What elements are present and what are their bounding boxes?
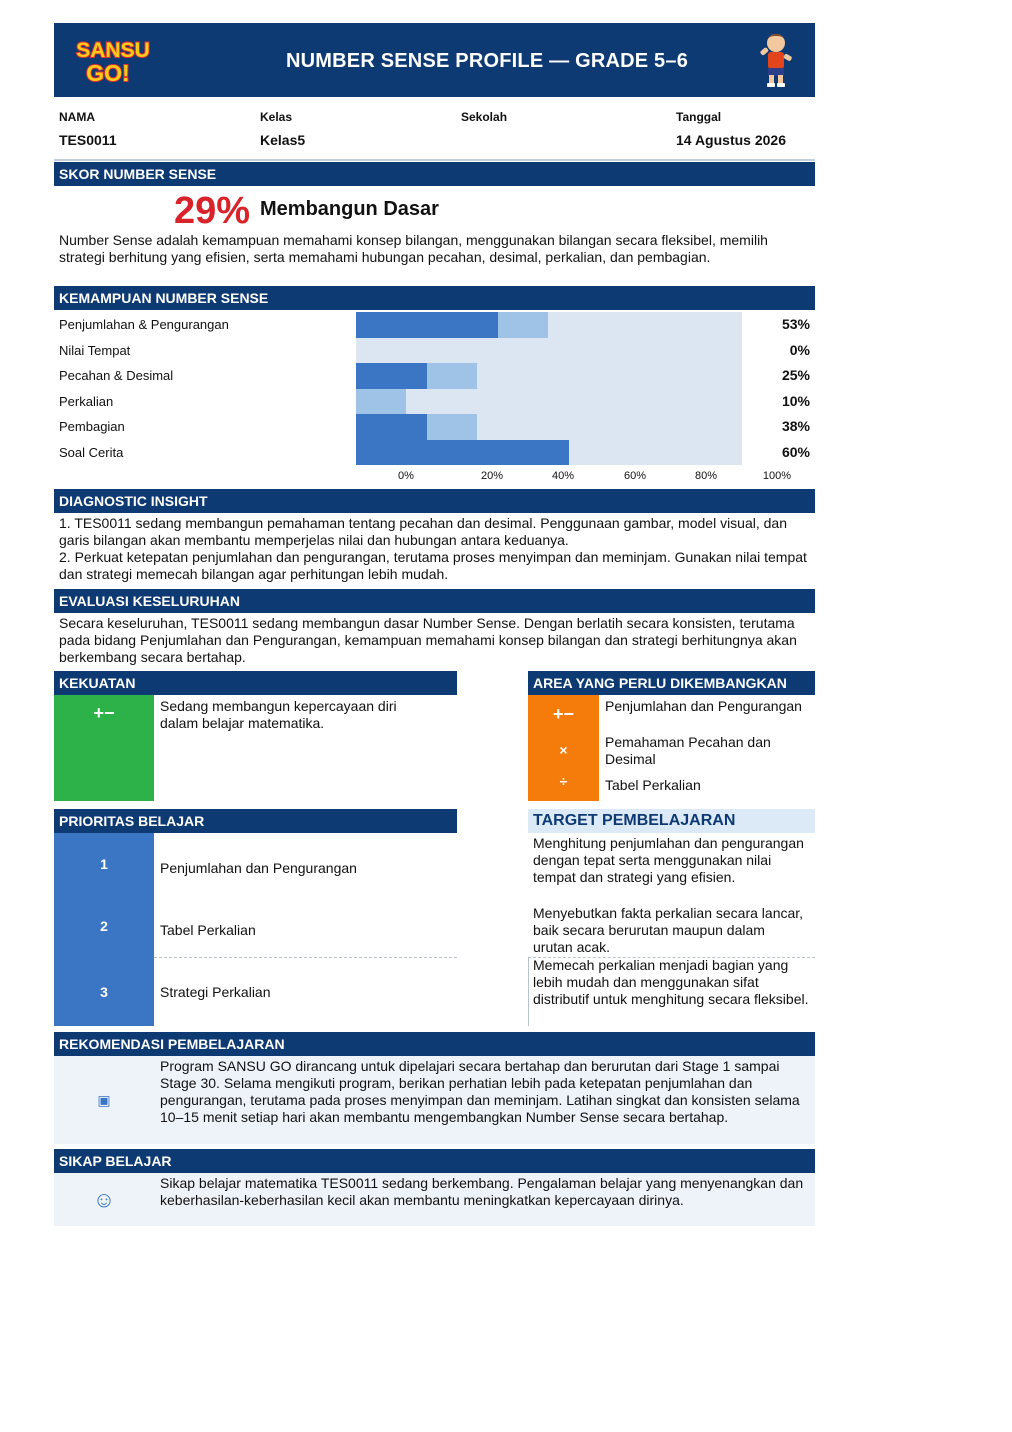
mascot-icon xyxy=(754,29,798,89)
priority-panel xyxy=(54,809,457,1026)
axis-tick-label: 20% xyxy=(480,470,504,482)
report-header xyxy=(54,23,815,97)
attitude-text: Sikap belajar matematika TES0011 sedang berkembang. Pengalaman belajar yang menyenangkan dan keberhasilan-keberhasilan kecil akan membantu meningkatkan kepercayaan dirinya. xyxy=(160,1175,804,1208)
skill-percent: 0% xyxy=(789,341,810,358)
target-item: Memecah perkalian menjadi bagian yang lebih mudah dan menggunakan sifat distributif untuk menghitung secara fleksibel. xyxy=(533,957,809,1007)
improve-item: Tabel Perkalian xyxy=(605,777,701,793)
skills-axis xyxy=(54,465,815,489)
improve-panel xyxy=(528,671,815,793)
skill-bar-track xyxy=(356,338,742,364)
diagnostic-heading: DIAGNOSTIC INSIGHT xyxy=(54,489,815,513)
skill-percent: 60% xyxy=(781,443,810,460)
priority-divider xyxy=(154,957,457,958)
skill-bar-partial xyxy=(427,363,477,389)
skill-percent: 53% xyxy=(781,316,810,332)
strengths-panel xyxy=(54,671,457,731)
priority-number: 3 xyxy=(54,957,154,1026)
page-title: NUMBER SENSE PROFILE — GRADE 5–6 xyxy=(286,50,689,72)
skill-bar xyxy=(356,312,498,338)
skill-bar xyxy=(356,363,427,389)
skill-row xyxy=(54,414,815,440)
target-side-line xyxy=(528,957,529,1026)
skill-name: Perkalian xyxy=(59,393,114,409)
recommendation-text: Program SANSU GO dirancang untuk dipelajari secara bertahap dan berurutan dari Stage 1 sampai Stage 30. Selama mengikuti program, berikan perhatian lebih pada ketepatan penjumlahan dan pengurangan, terutama pada proses menyimpan dan meminjam. Latihan singkat dan konsisten selama 10–15 menit setiap hari akan membantu mengembangkan Number Sense secara bertahap. xyxy=(160,1058,800,1125)
report-page xyxy=(54,23,815,1226)
skill-bar-partial xyxy=(356,389,406,415)
skill-name: Nilai Tempat xyxy=(59,342,131,358)
smiley-icon: ☺ xyxy=(92,1186,116,1212)
priority-item: Tabel Perkalian xyxy=(160,922,256,938)
date-label: Tanggal xyxy=(676,110,722,124)
multiply-icon: × xyxy=(559,742,568,758)
priority-item: Strategi Perkalian xyxy=(160,984,271,1000)
skill-row xyxy=(54,440,815,466)
score-heading: SKOR NUMBER SENSE xyxy=(54,162,815,186)
skill-name: Penjumlahan & Pengurangan xyxy=(59,317,229,332)
target-item: Menghitung penjumlahan dan pengurangan dengan tepat serta menggunakan nilai tempat dan strategi yang efisien. xyxy=(533,835,804,885)
attitude-heading: SIKAP BELAJAR xyxy=(54,1149,815,1173)
priority-target-section xyxy=(54,809,815,1026)
plus-minus-icon: +− xyxy=(552,703,575,724)
recommendation-row xyxy=(54,1056,815,1144)
skill-percent: 38% xyxy=(781,418,810,434)
axis-tick-label: 60% xyxy=(623,470,647,482)
class-label: Kelas xyxy=(260,110,293,124)
strengths-heading: KEKUATAN xyxy=(54,671,457,695)
strengths-improve-section xyxy=(54,671,815,809)
score-level: Membangun Dasar xyxy=(260,198,439,220)
skill-row xyxy=(54,389,815,415)
plus-minus-icon: +− xyxy=(54,695,154,801)
divide-icon: ÷ xyxy=(559,773,568,789)
skills-chart xyxy=(54,310,815,465)
skill-percent: 25% xyxy=(781,367,810,383)
attitude-row xyxy=(54,1173,815,1226)
priority-number: 2 xyxy=(54,895,154,957)
improve-item: Penjumlahan dan Pengurangan xyxy=(605,698,802,714)
skill-percent: 10% xyxy=(781,392,810,409)
recommendation-heading: REKOMENDASI PEMBELAJARAN xyxy=(54,1032,815,1056)
strengths-text: Sedang membangun kepercayaan diri dalam belajar matematika. xyxy=(160,698,397,731)
evaluation-heading: EVALUASI KESELURUHAN xyxy=(54,589,815,613)
skill-bar xyxy=(356,440,569,466)
name-value: TES0011 xyxy=(59,132,117,148)
program-icon: ▣ xyxy=(97,1091,111,1108)
target-item: Menyebutkan fakta perkalian secara lancar, baik secara berurutan maupun dalam urutan acak. xyxy=(533,905,804,955)
priority-item: Penjumlahan dan Pengurangan xyxy=(160,860,357,876)
score-row xyxy=(54,186,815,232)
improve-item: Pemahaman Pecahan dan Desimal xyxy=(605,734,771,767)
skill-row xyxy=(54,338,815,364)
skill-bar-track xyxy=(356,363,742,389)
school-label: Sekolah xyxy=(461,110,508,124)
diagnostic-text xyxy=(54,513,815,589)
axis-tick-label: 100% xyxy=(762,470,792,482)
axis-tick-label: 80% xyxy=(694,470,718,482)
skill-bar-track xyxy=(356,389,742,415)
skill-name: Pembagian xyxy=(59,419,125,434)
logo-text-top: SANSU xyxy=(76,39,150,62)
sansu-go-logo xyxy=(68,35,158,87)
evaluation-text: Secara keseluruhan, TES0011 sedang membangun dasar Number Sense. Dengan berlatih secara konsisten, terutama pada bidang Penjumlahan dan Pengurangan, kemampuan memahami konsep bilangan dan strategi berhitungnya akan berkembang secara bertahap. xyxy=(59,615,797,665)
skill-bar xyxy=(356,414,427,440)
student-info xyxy=(54,97,815,161)
skill-bar-track xyxy=(356,414,742,440)
target-panel xyxy=(528,809,815,1026)
skill-bar-partial xyxy=(427,414,477,440)
score-description: Number Sense adalah kemampuan memahami konsep bilangan, menggunakan bilangan secara fleksibel, memilih strategi berhitung yang efisien, serta memahami hubungan pecahan, desimal, perkalian, dan pembagian. xyxy=(59,232,768,265)
logo-text-bottom: GO! xyxy=(86,60,130,86)
improve-heading: AREA YANG PERLU DIKEMBANGKAN xyxy=(528,671,815,695)
target-heading: TARGET PEMBELAJARAN xyxy=(528,809,815,833)
skill-name: Soal Cerita xyxy=(59,444,124,460)
skill-bar-track xyxy=(356,312,742,338)
axis-tick-label: 0% xyxy=(398,470,414,482)
diagnostic-line: 1. TES0011 sedang membangun pemahaman tentang pecahan dan desimal. Penggunaan gambar, model visual, dan garis bilangan akan membantu memperjelas nilai dan hubungan antara keduanya. xyxy=(59,515,787,548)
score-percent: 29% xyxy=(174,190,251,232)
skills-heading: KEMAMPUAN NUMBER SENSE xyxy=(54,286,815,310)
skill-row xyxy=(54,363,815,389)
name-label: NAMA xyxy=(59,110,95,124)
skill-name: Pecahan & Desimal xyxy=(59,368,174,383)
priority-heading: PRIORITAS BELAJAR xyxy=(54,809,457,833)
skill-bar-track xyxy=(356,440,742,466)
class-value: Kelas5 xyxy=(260,132,306,148)
skill-bar-partial xyxy=(498,312,548,338)
date-value: 14 Agustus 2026 xyxy=(676,132,786,148)
axis-tick-label: 40% xyxy=(551,470,575,482)
diagnostic-line: 2. Perkuat ketepatan penjumlahan dan pengurangan, terutama proses menyimpan dan meminjam. Gunakan nilai tempat dan strategi memecah bilangan agar perhitungan lebih mudah. xyxy=(59,549,807,582)
priority-number: 1 xyxy=(54,833,154,895)
skill-row xyxy=(54,312,815,338)
